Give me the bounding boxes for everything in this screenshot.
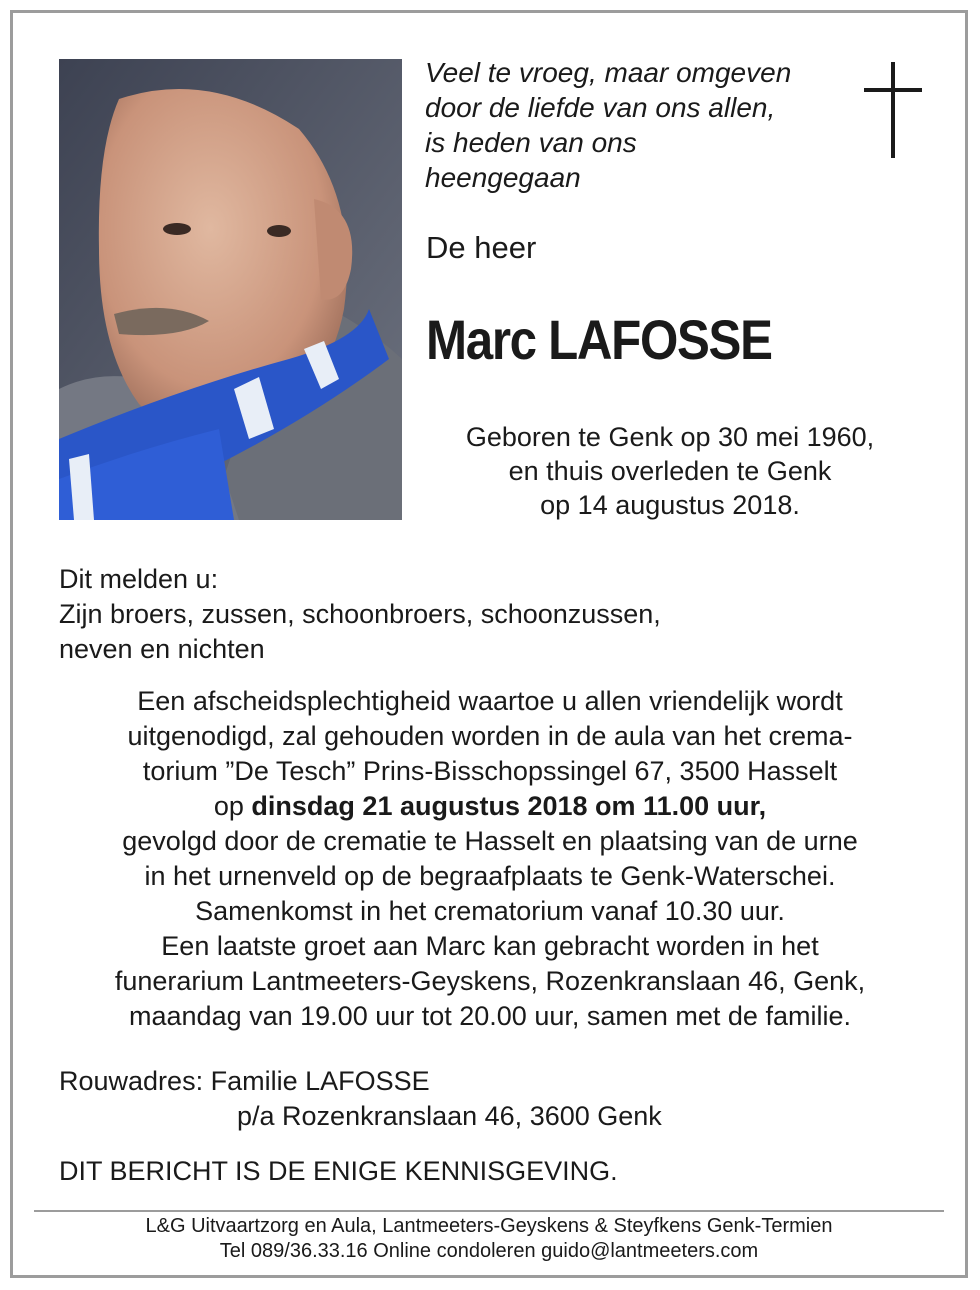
ceremony-date-prefix: op: [213, 791, 252, 821]
portrait-illustration: [59, 59, 402, 520]
verse-line: Veel te vroeg, maar omgeven: [425, 57, 792, 88]
memorial-verse: [425, 55, 845, 195]
ceremony-line: Een afscheidsplechtigheid waartoe u allen vriendelijk wordt: [137, 686, 843, 716]
announce-line: Zijn broers, zussen, schoonbroers, schoonzussen,: [59, 599, 661, 629]
footer-divider: [34, 1210, 944, 1212]
dates-line: Geboren te Genk op 30 mei 1960,: [465, 422, 875, 452]
ceremony-line: Een laatste groet aan Marc kan gebracht worden in het: [161, 931, 819, 961]
ceremony-line: Samenkomst in het crematorium vanaf 10.30 uur.: [195, 896, 785, 926]
ceremony-line: funerarium Lantmeeters-Geyskens, Rozenkranslaan 46, Genk,: [114, 966, 866, 996]
ceremony-line: gevolgd door de crematie te Hasselt en plaatsing van de urne: [122, 826, 858, 856]
verse-line: door de liefde van ons allen,: [425, 92, 776, 123]
cross-icon: [864, 62, 922, 158]
ceremony-details: [40, 684, 940, 1034]
sole-notice: DIT BERICHT IS DE ENIGE KENNISGEVING.: [59, 1156, 618, 1186]
ceremony-date-line: [40, 789, 940, 824]
portrait-photo: [59, 59, 402, 520]
dates-line: en thuis overleden te Genk: [508, 456, 832, 486]
mourning-address: [59, 1064, 939, 1134]
ceremony-line: torium ”De Tesch” Prins-Bisschopssingel 67, 3500 Hasselt: [142, 756, 838, 786]
address-line: p/a Rozenkranslaan 46, 3600 Genk: [237, 1101, 662, 1131]
funeral-home-footer: [34, 1214, 944, 1264]
ceremony-date: dinsdag 21 augustus 2018 om 11.00 uur,: [251, 791, 767, 821]
ceremony-line: maandag van 19.00 uur tot 20.00 uur, samen met de familie.: [129, 1001, 851, 1031]
announce-line: Dit melden u:: [59, 564, 219, 594]
footer-line: Tel 089/36.33.16 Online condoleren guido@lantmeeters.com: [219, 1240, 759, 1262]
honorific: De heer: [426, 230, 537, 265]
announce-line: neven en nichten: [59, 634, 265, 664]
birth-death-dates: [420, 420, 920, 522]
footer-line: L&G Uitvaartzorg en Aula, Lantmeeters-Geyskens & Steyfkens Genk-Termien: [145, 1215, 833, 1237]
address-line: Rouwadres: Familie LAFOSSE: [59, 1066, 430, 1096]
dates-line: op 14 augustus 2018.: [540, 490, 800, 520]
verse-line: is heden van ons: [425, 127, 637, 158]
verse-line: heengegaan: [425, 162, 581, 193]
ceremony-line: in het urnenveld op de begraafplaats te Genk-Waterschei.: [144, 861, 836, 891]
deceased-name: Marc LAFOSSE: [426, 308, 772, 371]
ceremony-line: uitgenodigd, zal gehouden worden in de aula van het crema-: [127, 721, 853, 751]
family-announcement: [59, 562, 939, 667]
